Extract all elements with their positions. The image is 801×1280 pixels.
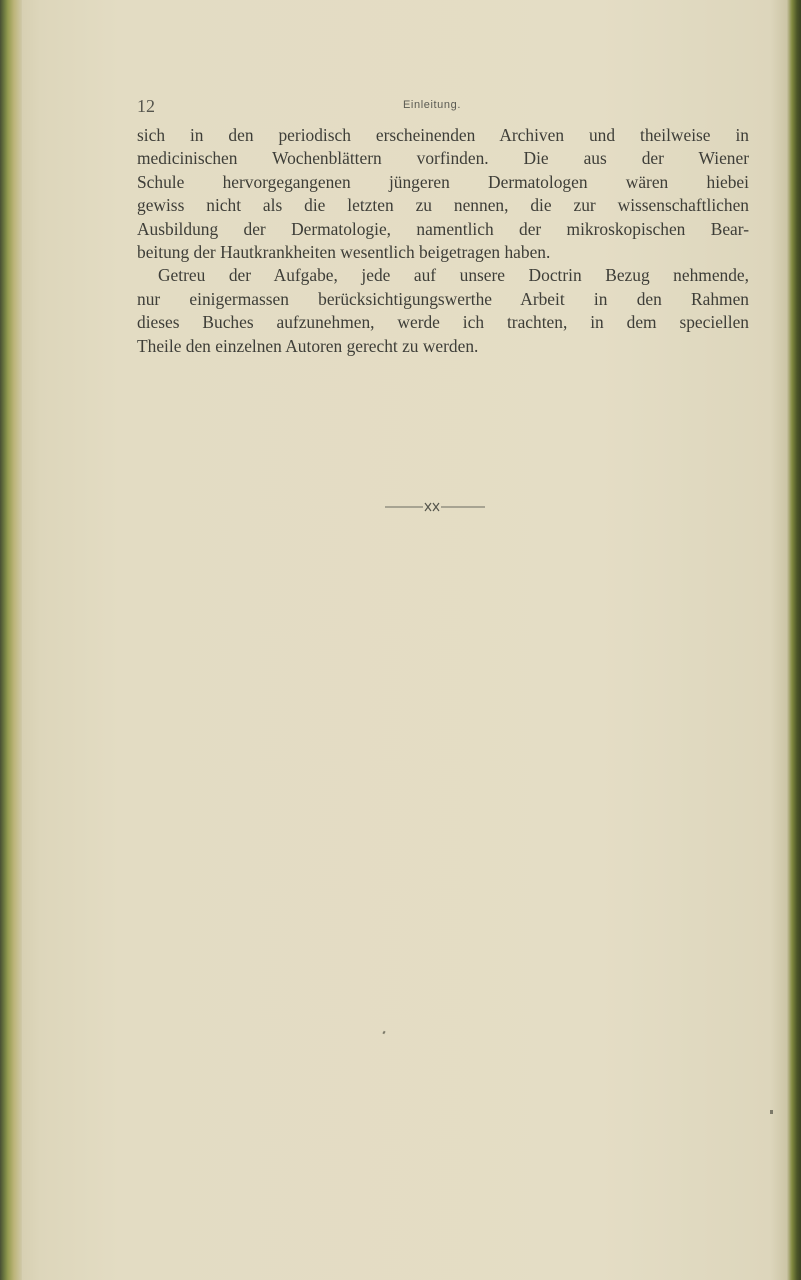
- text-line: sich in den periodisch erscheinenden Archiven und theilweise in: [137, 125, 749, 145]
- paragraph-1: [137, 124, 749, 264]
- text-line: gewiss nicht als die letzten zu nennen, die zur wissenschaftlichen: [137, 195, 749, 216]
- section-end-ornament: [385, 500, 485, 514]
- text-line: Getreu der Aufgabe, jede auf unsere Doctrin Bezug nehmende,: [158, 265, 749, 286]
- page-right-edge: [787, 0, 801, 1280]
- text-line: Schule hervorgegangenen jüngeren Dermatologen wären hiebei: [137, 171, 749, 192]
- text-line: medicinischen Wochenblättern vorfinden. Die aus der Wiener: [137, 148, 749, 169]
- text-line: Ausbildung der Dermatologie, namentlich der mikroskopischen Bear-: [137, 218, 749, 239]
- paper-speck: [770, 1110, 773, 1114]
- text-line: Theile den einzelnen Autoren gerecht zu werden.: [137, 335, 479, 356]
- page-header: [137, 96, 737, 116]
- running-head: Einleitung.: [403, 99, 461, 111]
- text-line: nur einigermassen berücksichtigungswerthe Arbeit in den Rahmen: [137, 288, 749, 309]
- page-number: 12: [137, 96, 155, 116]
- text-line: beitung der Hautkrankheiten wesentlich beigetragen haben.: [137, 242, 551, 263]
- text-line: dieses Buches aufzunehmen, werde ich trachten, in dem speciellen: [137, 312, 749, 333]
- paragraph-2: [137, 264, 749, 358]
- page-left-edge: [0, 0, 22, 1280]
- body-text: [137, 124, 749, 358]
- paper-speck: [382, 1031, 385, 1035]
